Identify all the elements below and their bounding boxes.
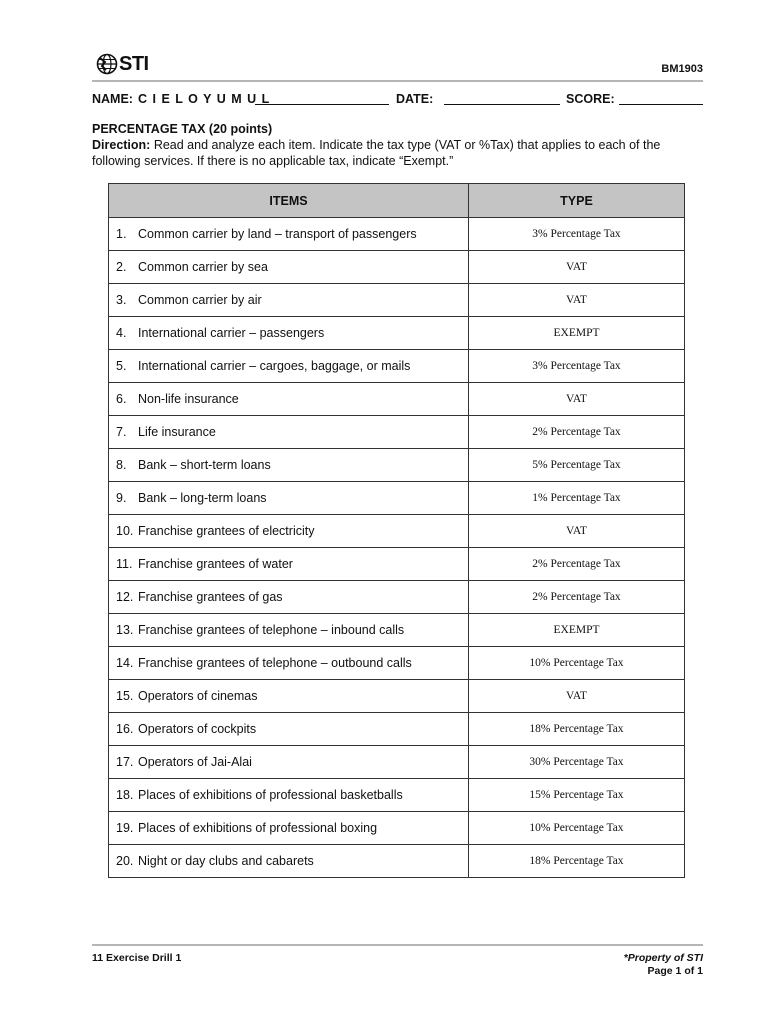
item-text: Operators of cockpits xyxy=(138,722,257,736)
tax-type-cell: 15% Percentage Tax xyxy=(469,779,685,812)
tax-type-cell: 18% Percentage Tax xyxy=(469,713,685,746)
table-row xyxy=(109,746,685,779)
document-code: BM1903 xyxy=(661,63,703,75)
footer-divider xyxy=(92,944,703,946)
table-row xyxy=(109,515,685,548)
direction-text xyxy=(92,138,707,169)
item-cell xyxy=(109,515,469,548)
table-row xyxy=(109,845,685,878)
table-row xyxy=(109,449,685,482)
date-field[interactable] xyxy=(444,92,560,108)
item-cell xyxy=(109,350,469,383)
table-row xyxy=(109,779,685,812)
item-number: 18. xyxy=(116,788,134,802)
globe-icon xyxy=(96,53,118,75)
date-label: DATE: xyxy=(396,92,434,106)
table-row xyxy=(109,614,685,647)
item-number: 20. xyxy=(116,854,134,868)
item-cell xyxy=(109,548,469,581)
page-header xyxy=(92,48,703,82)
tax-type-cell: EXEMPT xyxy=(469,317,685,350)
table-row xyxy=(109,251,685,284)
table-row xyxy=(109,350,685,383)
item-text: Franchise grantees of electricity xyxy=(138,524,315,538)
tax-type-cell: 2% Percentage Tax xyxy=(469,416,685,449)
table-row xyxy=(109,713,685,746)
name-value: C I E L O Y U M U L xyxy=(138,92,271,106)
table-row xyxy=(109,383,685,416)
item-text: Places of exhibitions of professional basketballs xyxy=(138,788,403,802)
table-row xyxy=(109,548,685,581)
item-text: Bank – short-term loans xyxy=(138,458,271,472)
tax-type-cell: 1% Percentage Tax xyxy=(469,482,685,515)
table-row xyxy=(109,581,685,614)
tax-table xyxy=(108,183,685,878)
property-note: *Property of STI xyxy=(623,952,703,964)
page-number: Page 1 of 1 xyxy=(647,965,703,977)
item-number: 9. xyxy=(116,491,127,505)
item-cell xyxy=(109,284,469,317)
item-cell xyxy=(109,713,469,746)
tax-type-cell: 10% Percentage Tax xyxy=(469,647,685,680)
table-header-row xyxy=(109,184,685,218)
direction-body: Read and analyze each item. Indicate the tax type (VAT or %Tax) that applies to each of the following services. If there is no applicable tax, indicate “Exempt.” xyxy=(92,138,661,168)
item-cell xyxy=(109,416,469,449)
name-underline xyxy=(255,92,389,108)
item-number: 12. xyxy=(116,590,134,604)
table-row xyxy=(109,416,685,449)
footer-right xyxy=(624,952,703,978)
section-title: PERCENTAGE TAX (20 points) xyxy=(92,122,273,136)
table-row xyxy=(109,680,685,713)
item-text: Operators of cinemas xyxy=(138,689,258,703)
tax-type-cell: VAT xyxy=(469,284,685,317)
item-text: Common carrier by land – transport of passengers xyxy=(138,227,417,241)
tax-type-cell: 3% Percentage Tax xyxy=(469,218,685,251)
table-row xyxy=(109,812,685,845)
item-text: Non-life insurance xyxy=(138,392,239,406)
item-cell xyxy=(109,218,469,251)
item-number: 7. xyxy=(116,425,127,439)
tax-type-cell: VAT xyxy=(469,680,685,713)
logo-text: STI xyxy=(119,52,149,75)
item-number: 17. xyxy=(116,755,134,769)
item-cell xyxy=(109,383,469,416)
score-field[interactable] xyxy=(619,92,703,108)
item-cell xyxy=(109,779,469,812)
footer-exercise-label: 11 Exercise Drill 1 xyxy=(92,952,182,964)
item-text: Common carrier by sea xyxy=(138,260,268,274)
item-number: 19. xyxy=(116,821,134,835)
item-text: Franchise grantees of telephone – inbound calls xyxy=(138,623,405,637)
tax-type-cell: 2% Percentage Tax xyxy=(469,548,685,581)
item-text: Operators of Jai-Alai xyxy=(138,755,252,769)
tax-type-cell: 30% Percentage Tax xyxy=(469,746,685,779)
item-number: 4. xyxy=(116,326,127,340)
item-cell xyxy=(109,482,469,515)
table-row xyxy=(109,647,685,680)
item-number: 14. xyxy=(116,656,134,670)
name-label: NAME: xyxy=(92,92,133,106)
item-cell xyxy=(109,449,469,482)
item-number: 5. xyxy=(116,359,127,373)
table-row xyxy=(109,317,685,350)
tax-type-cell: VAT xyxy=(469,251,685,284)
table-row xyxy=(109,482,685,515)
table-row xyxy=(109,218,685,251)
item-text: Night or day clubs and cabarets xyxy=(138,854,314,868)
tax-type-cell: 18% Percentage Tax xyxy=(469,845,685,878)
items-column-header: ITEMS xyxy=(109,184,469,218)
item-number: 1. xyxy=(116,227,127,241)
item-cell xyxy=(109,251,469,284)
score-label: SCORE: xyxy=(566,92,615,106)
tax-type-cell: EXEMPT xyxy=(469,614,685,647)
tax-type-cell: 3% Percentage Tax xyxy=(469,350,685,383)
item-number: 16. xyxy=(116,722,134,736)
item-text: Franchise grantees of telephone – outbound calls xyxy=(138,656,412,670)
item-cell xyxy=(109,680,469,713)
item-text: Bank – long-term loans xyxy=(138,491,267,505)
item-text: Common carrier by air xyxy=(138,293,262,307)
item-cell xyxy=(109,317,469,350)
item-number: 11. xyxy=(116,557,133,571)
table-row xyxy=(109,284,685,317)
item-cell xyxy=(109,845,469,878)
item-number: 2. xyxy=(116,260,127,274)
item-cell xyxy=(109,614,469,647)
item-cell xyxy=(109,581,469,614)
item-number: 10. xyxy=(116,524,134,538)
item-number: 6. xyxy=(116,392,127,406)
item-number: 15. xyxy=(116,689,134,703)
item-number: 3. xyxy=(116,293,127,307)
tax-type-cell: VAT xyxy=(469,383,685,416)
tax-type-cell: 2% Percentage Tax xyxy=(469,581,685,614)
tax-type-cell: VAT xyxy=(469,515,685,548)
item-text: Life insurance xyxy=(138,425,216,439)
tax-type-cell: 10% Percentage Tax xyxy=(469,812,685,845)
item-number: 8. xyxy=(116,458,127,472)
tax-type-cell: 5% Percentage Tax xyxy=(469,449,685,482)
item-text: Places of exhibitions of professional boxing xyxy=(138,821,378,835)
type-column-header: TYPE xyxy=(469,184,685,218)
item-text: International carrier – cargoes, baggage, or mails xyxy=(138,359,411,373)
direction-label: Direction: xyxy=(92,138,151,152)
item-text: Franchise grantees of gas xyxy=(138,590,283,604)
item-text: Franchise grantees of water xyxy=(138,557,293,571)
sti-logo xyxy=(96,52,149,76)
item-cell xyxy=(109,746,469,779)
item-number: 13. xyxy=(116,623,134,637)
item-cell xyxy=(109,647,469,680)
header-divider xyxy=(92,80,703,82)
student-info-line xyxy=(92,92,703,110)
item-cell xyxy=(109,812,469,845)
item-text: International carrier – passengers xyxy=(138,326,325,340)
